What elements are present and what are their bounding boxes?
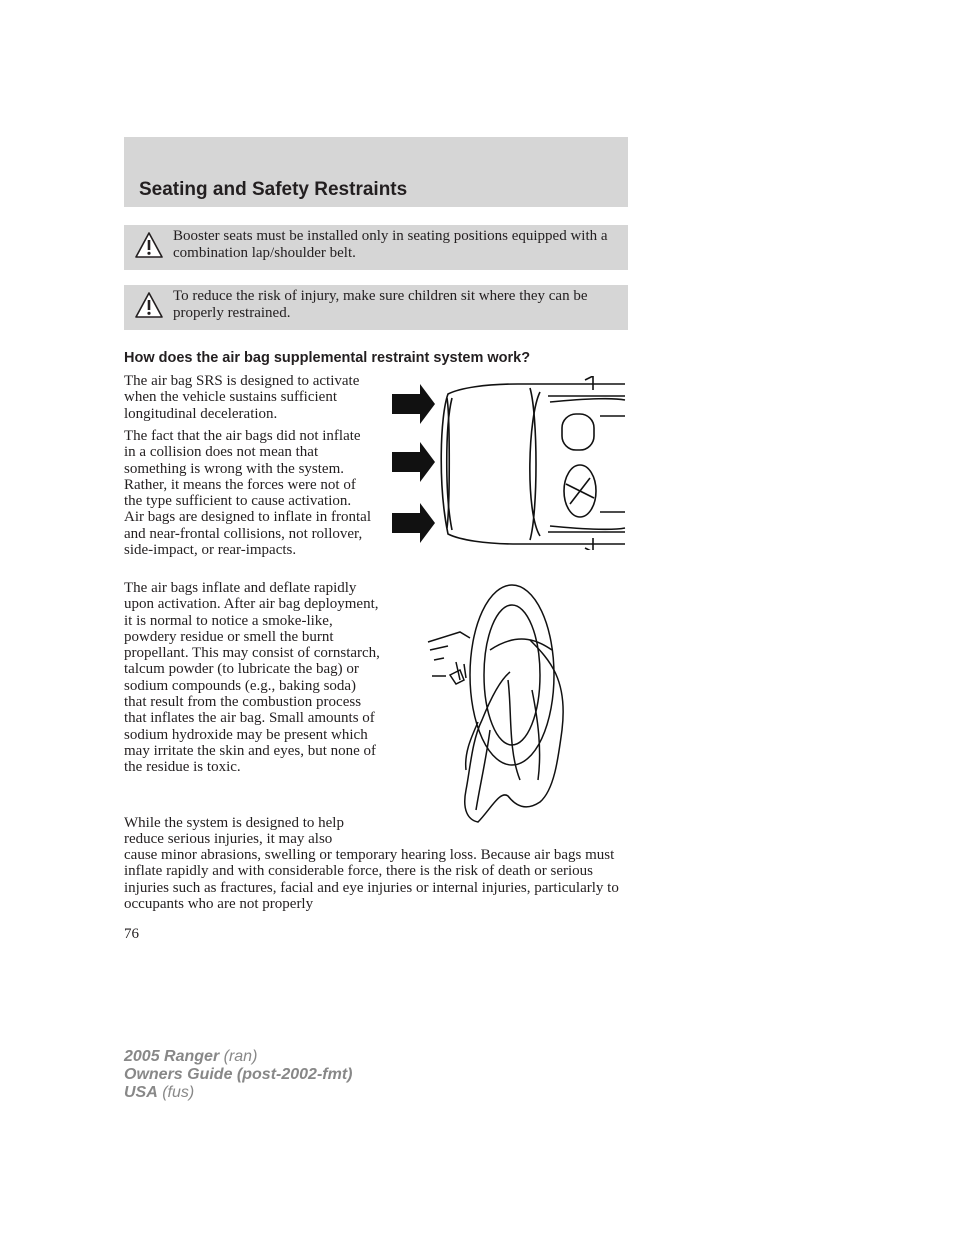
body-paragraph: cause minor abrasions, swelling or temporary hearing loss. Because air bags must inflate rapidly and with considerable force, there is the risk of death or serious injuries such as fractures, facial and eye injuries or internal injuries, particularly to occupants who are not properly [124, 847, 619, 912]
body-paragraph: While the system is designed to help reduce serious injuries, it may also [124, 815, 344, 848]
footer-line-3: USA (fus) [124, 1084, 195, 1101]
page-title: Seating and Safety Restraints [139, 179, 408, 200]
section-header [124, 137, 628, 207]
warning-box-1 [124, 225, 628, 270]
deployed-airbag-illustration [420, 580, 580, 825]
footer-line-2: Owners Guide (post-2002-fmt) [124, 1066, 353, 1083]
warning-triangle-icon [134, 291, 164, 319]
warning-text: Booster seats must be installed only in seating positions equipped with a combination lap/shoulder belt. [173, 228, 608, 261]
warning-box-2 [124, 285, 628, 330]
footer-line-1: 2005 Ranger (ran) [124, 1048, 258, 1065]
warning-text: To reduce the risk of injury, make sure children sit where they can be properly restrained. [173, 288, 588, 321]
warning-triangle-icon [134, 231, 164, 259]
frontal-impact-car-illustration [390, 376, 626, 550]
body-paragraph: The fact that the air bags did not inflate in a collision does not mean that something is wrong with the system. Rather, it means the forces were not of the type sufficient to cause activation. Air bags are designed to inflate in frontal and near-frontal collisions, not rollover, side-impact, or rear-impacts. [124, 428, 372, 559]
section-heading: How does the air bag supplemental restraint system work? [124, 350, 531, 366]
body-paragraph: The air bags inflate and deflate rapidly upon activation. After air bag deployment, it is normal to notice a smoke-like, powdery residue or smell the burnt propellant. This may consist of cornstarch, talcum powder (to lubricate the bag) or sodium compounds (e.g., baking soda) that result from the combustion process that inflates the air bag. Small amounts of sodium hydroxide may be present which may irritate the skin and eyes, but none of the residue is toxic. [124, 580, 380, 776]
body-paragraph: The air bag SRS is designed to activate when the vehicle sustains sufficient longitudinal deceleration. [124, 373, 360, 422]
document-footer [124, 1048, 352, 1102]
page-number: 76 [124, 926, 139, 942]
